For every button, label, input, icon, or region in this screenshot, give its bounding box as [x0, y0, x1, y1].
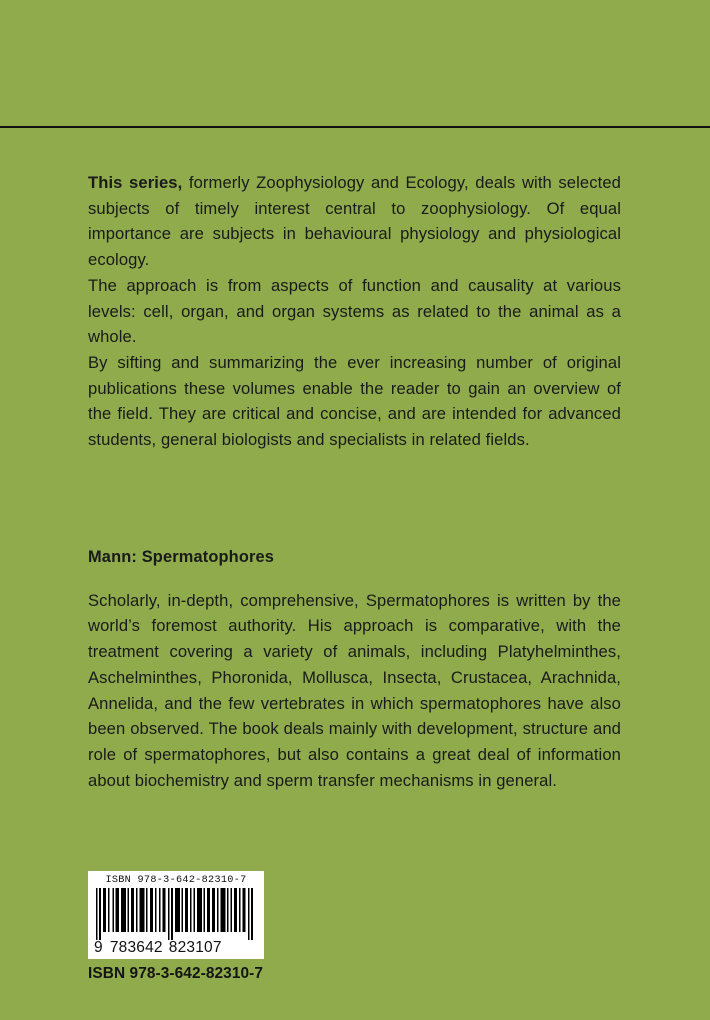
book-description-block [88, 548, 621, 794]
barcode-digit-lead: 9 [94, 939, 103, 956]
header-divider [0, 126, 710, 128]
series-blurb-lead-in: This series, [88, 173, 183, 192]
barcode-area [88, 871, 270, 959]
barcode-digit-group-1: 783642 [109, 939, 163, 956]
series-blurb-paragraph-3: By sifting and summarizing the ever increasing number of original publications these volumes enable the reader to gain an overview of the field. They are critical and concise, and are intended for advanced students, general biologists and specialists in related fields. [88, 352, 621, 450]
series-blurb-paragraph-2: The approach is from aspects of function and causality at various levels: cell, organ, and organ systems as related to the animal as a whole. [88, 275, 621, 347]
series-blurb-body: formerly Zoophysiology and Ecology, deals with selected subjects of timely interest central to zoophysiology. Of equal importance are subjects in behavioural physiology and physiological ecology. [88, 173, 621, 270]
cover-text-content [88, 170, 621, 793]
barcode-digits [93, 939, 259, 956]
series-blurb [88, 170, 621, 453]
book-title: Mann: Spermatophores [88, 547, 275, 566]
isbn-text: ISBN 978-3-642-82310-7 [88, 965, 264, 982]
barcode-box [88, 871, 264, 959]
series-blurb-paragraph-1 [88, 170, 621, 273]
book-description: Scholarly, in-depth, comprehensive, Spermatophores is written by the world’s foremost authority. His approach is comparative, with the treatment covering a variety of animals, including Platyhelminthes, Aschelminthes, Phoronida, Mollusca, Insecta, Crustacea, Arachnida, Annelida, and the few vertebrates in which spermatophores have also been observed. The book deals mainly with development, structure and role of spermatophores, but also contains a great deal of information about biochemistry and sperm transfer mechanisms in general. [88, 590, 621, 790]
ean13-barcode-icon [93, 888, 259, 940]
barcode-isbn-label: ISBN 978-3-642-82310-7 [105, 875, 247, 886]
barcode-digit-group-2: 823107 [168, 939, 222, 956]
